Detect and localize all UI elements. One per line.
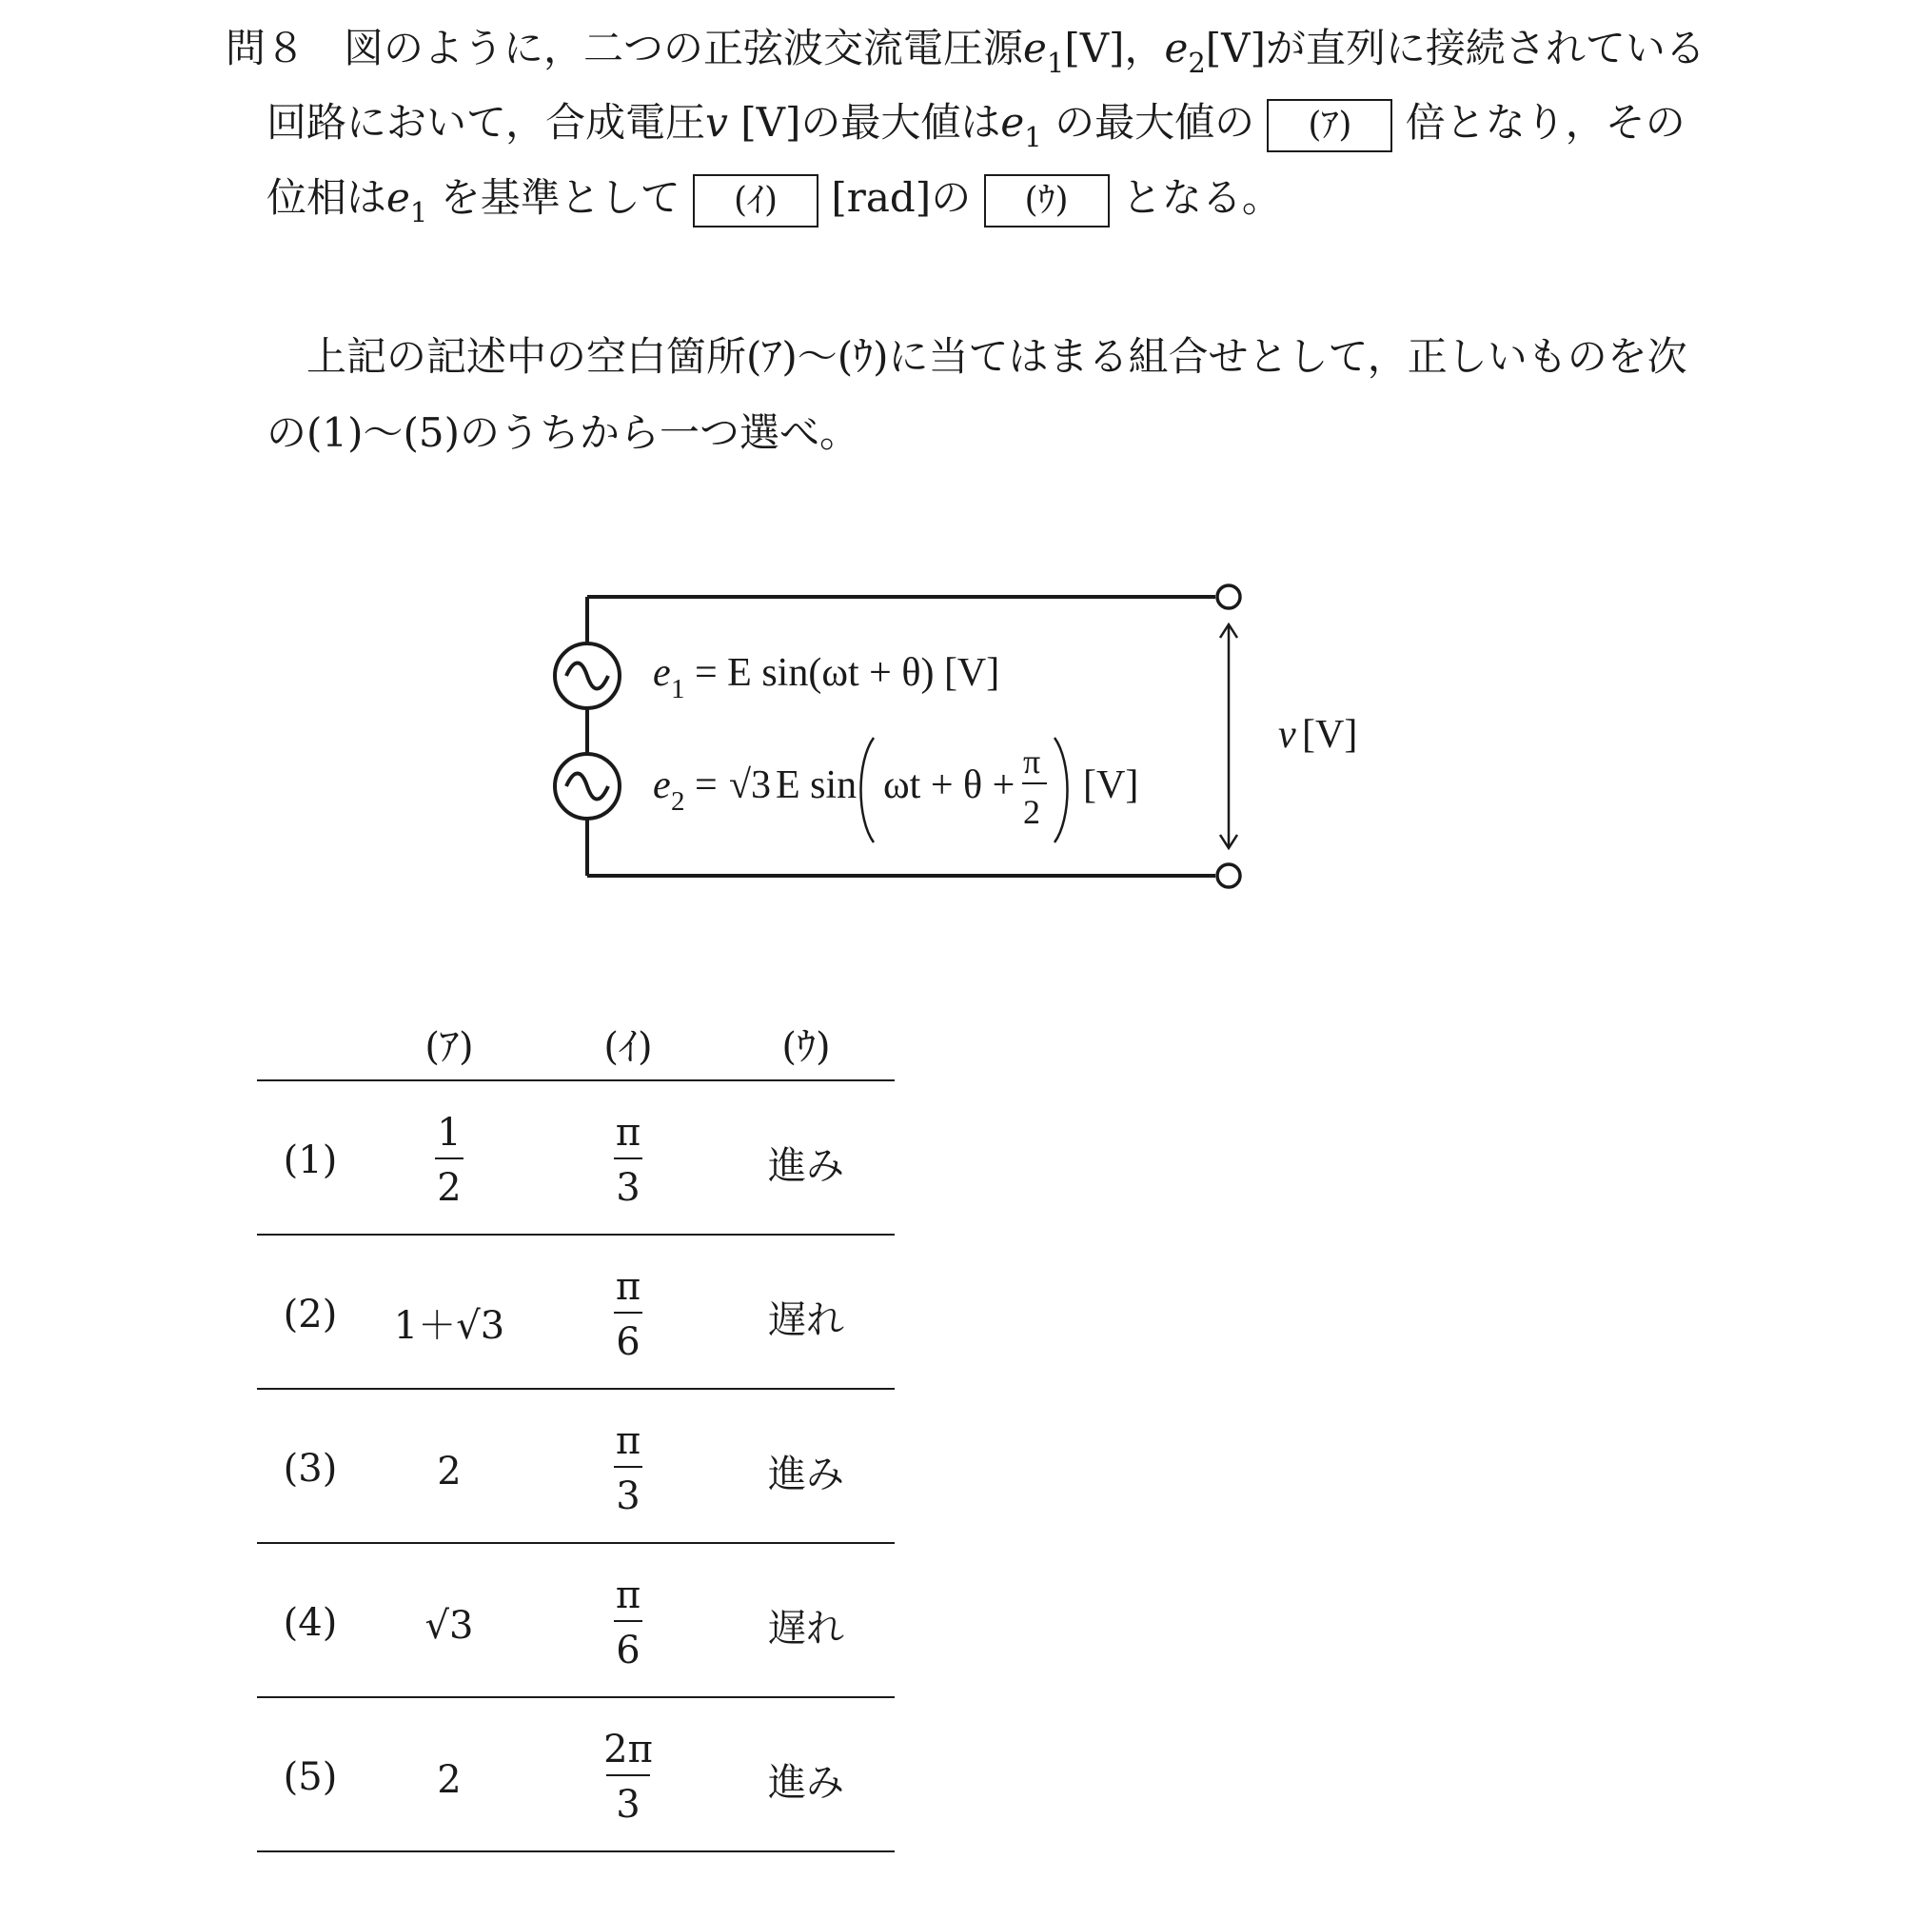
row-3-rule: [257, 1542, 895, 1544]
question-number: 問８: [226, 25, 306, 71]
row-5-a: 2: [437, 1758, 462, 1802]
e1-symbol: e: [653, 651, 671, 695]
v-unit: [V]: [1302, 713, 1358, 757]
sine-symbol-e2: [566, 774, 608, 800]
row-5-label: (5): [283, 1755, 338, 1799]
row-4-rule: [257, 1696, 895, 1698]
row-3-label: (3): [283, 1447, 338, 1491]
row-3-i: $\frac{\pi}{3}$: [615, 1419, 641, 1518]
row-5-rule: [257, 1850, 895, 1852]
v-symbol: v: [1278, 713, 1296, 757]
row-2-i: $\frac{\pi}{6}$: [615, 1265, 641, 1364]
e2-equals: =: [695, 763, 718, 807]
e2-unit: [V]: [1083, 763, 1139, 807]
e1-formula: = E sin(ωt + θ) [V]: [695, 651, 1000, 695]
row-4-a: √3: [424, 1604, 474, 1648]
e2-inner: ωt + θ +: [883, 763, 1015, 807]
e2-symbol: e: [653, 763, 671, 807]
e2-subscript: 2: [671, 786, 685, 817]
terminal-top-icon: [1217, 585, 1240, 608]
row-4-i: $\frac{\pi}{6}$: [615, 1573, 641, 1672]
row-1-i: $\frac{\pi}{3}$: [615, 1111, 641, 1210]
e2-paren-right: [1055, 738, 1068, 842]
row-2-u: 遅れ: [768, 1298, 844, 1342]
header-u: (ｳ): [781, 1025, 831, 1069]
row-1-u: 進み: [768, 1144, 844, 1188]
e1-subscript: 1: [671, 674, 685, 704]
sine-symbol-e1: [566, 663, 608, 689]
e2-pi: π: [1023, 742, 1041, 781]
row-1-rule: [257, 1234, 895, 1236]
e2-two: 2: [1023, 793, 1040, 831]
row-2-rule: [257, 1388, 895, 1390]
e2-paren-left: [861, 738, 875, 842]
question-line-1: 問８ 図のように，二つの正弦波交流電圧源$e_1[V]$，$e_2[V]$が直列に接続されている: [226, 25, 1705, 79]
row-4-u: 遅れ: [768, 1607, 844, 1651]
question-line-3: 位相は$e_1$ を基準として (ｲ) [rad]の (ｳ) となる。: [266, 174, 1282, 228]
row-3-a: 2: [437, 1450, 462, 1494]
instruction-line-1: 上記の記述中の空白箇所(ｱ)～(ｳ)に当てはまる組合せとして，正しいものを次: [306, 333, 1687, 380]
blank-i: (ｲ): [693, 174, 818, 228]
e2-esin: E sin: [776, 763, 858, 807]
header-a: (ｱ): [424, 1025, 474, 1069]
row-5-u: 進み: [768, 1761, 844, 1805]
blank-a: (ｱ): [1267, 99, 1392, 152]
instruction-line-2: の(1)～(5)のうちから一つ選べ。: [266, 409, 859, 456]
row-5-i: $\frac{2\pi}{3}$: [603, 1728, 653, 1827]
row-2-a: 1＋√3: [393, 1304, 505, 1348]
row-2-label: (2): [283, 1293, 338, 1336]
header-rule: [257, 1079, 895, 1081]
terminal-bottom-icon: [1217, 864, 1240, 887]
row-1-a: $\frac{1}{2}$: [392, 1114, 506, 1210]
blank-u: (ｳ): [984, 174, 1110, 228]
row-1-label: (1): [283, 1138, 338, 1182]
row-4-label: (4): [283, 1601, 338, 1645]
row-3-u: 進み: [768, 1453, 844, 1496]
question-line-2: 回路において，合成電圧v [V]の最大値は$e_1$ の最大値の (ｱ) 倍となり，その: [266, 99, 1686, 153]
e2-sqrt3: √3: [729, 763, 772, 807]
header-i: (ｲ): [603, 1025, 653, 1069]
circuit-diagram: [0, 0, 1932, 952]
